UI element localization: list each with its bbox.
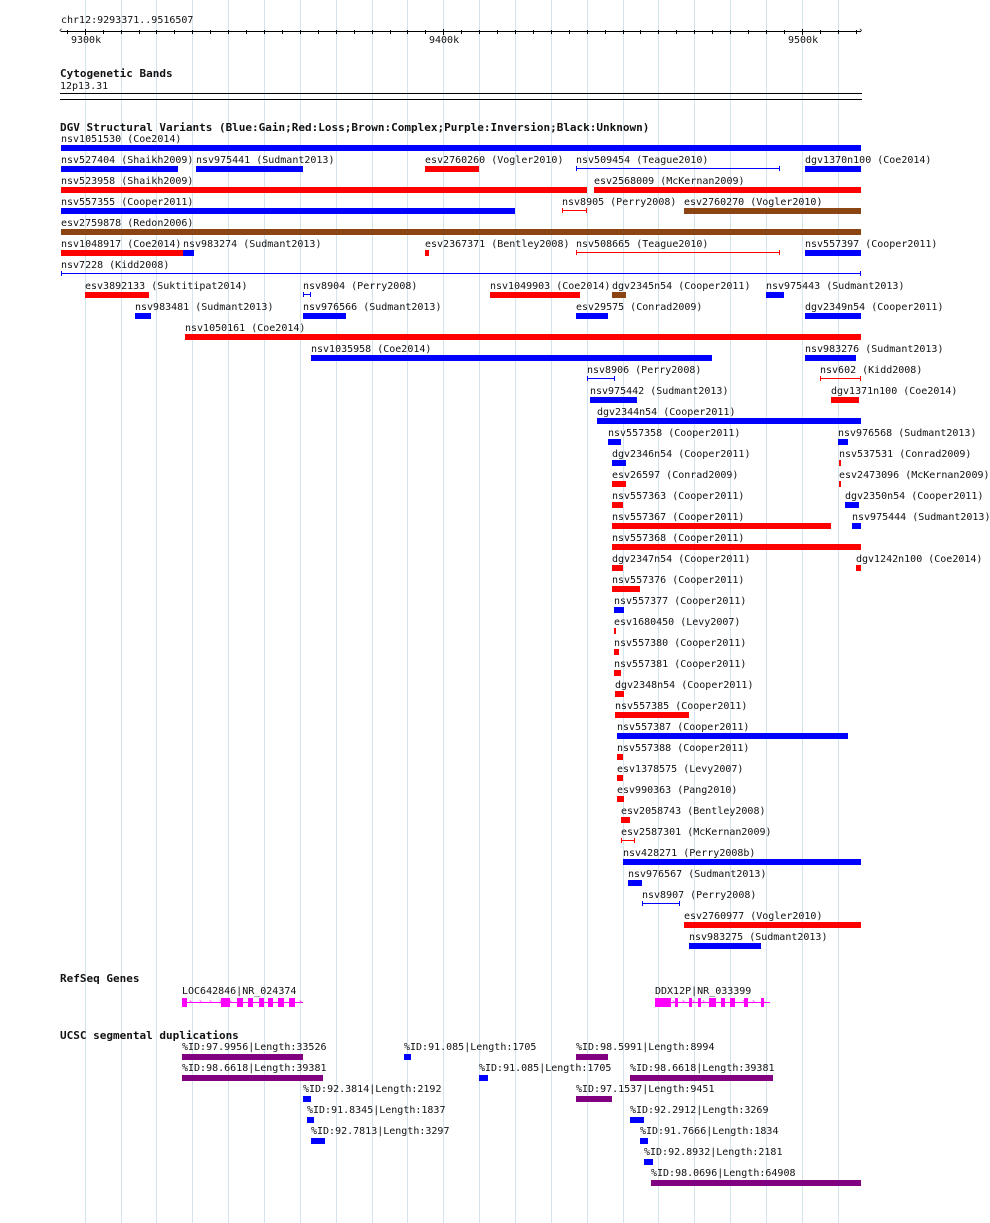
variant-label[interactable]: nsv557397 (Cooper2011) [805, 239, 938, 250]
variant-label[interactable]: nsv976568 (Sudmant2013) [838, 428, 977, 439]
variant-line-end-cap [860, 376, 861, 381]
gridline [479, 0, 480, 1223]
variant-line-start-cap [642, 901, 643, 906]
variant-bar[interactable] [608, 439, 621, 445]
ruler-minor-tick [551, 30, 552, 34]
variant-label[interactable]: nsv983481 (Sudmant2013) [135, 302, 274, 313]
segdup-bar[interactable] [630, 1075, 773, 1081]
variant-label[interactable]: esv2568009 (McKernan2009) [594, 176, 745, 187]
ruler-minor-tick [640, 30, 641, 34]
ruler-minor-tick [264, 30, 265, 34]
ruler-minor-tick [210, 30, 211, 34]
variant-label[interactable]: nsv976567 (Sudmant2013) [628, 869, 767, 880]
variant-label[interactable]: esv3892133 (Suktitipat2014) [85, 281, 248, 292]
variant-bar[interactable] [615, 712, 689, 718]
ruler-tick-label: 9300k [71, 35, 102, 46]
variant-bar[interactable] [684, 208, 861, 214]
segdup-bar[interactable] [576, 1054, 608, 1060]
ruler-minor-tick [730, 30, 731, 34]
variant-bar[interactable] [61, 187, 587, 193]
variant-line-end-cap [860, 271, 861, 276]
ruler-minor-tick [425, 30, 426, 34]
ruler-minor-tick [856, 30, 857, 34]
segdup-label[interactable]: %ID:91.085|Length:1705 [479, 1063, 612, 1074]
strand-arrow-icon: › [681, 997, 686, 1006]
ruler-minor-tick [676, 30, 677, 34]
variant-bar[interactable] [617, 796, 624, 802]
variant-label[interactable]: esv1680450 (Levy2007) [614, 617, 741, 628]
ruler-minor-tick [67, 30, 68, 34]
variant-label[interactable]: dgv1370n100 (Coe2014) [805, 155, 932, 166]
dgv-track-title[interactable]: DGV Structural Variants (Blue:Gain;Red:Loss;Brown:Complex;Purple:Inversion;Black:Unknown) [60, 121, 650, 134]
segdup-bar[interactable] [307, 1117, 314, 1123]
variant-bar[interactable] [838, 439, 848, 445]
cytoband-top-border [60, 93, 862, 94]
variant-line-start-cap [61, 271, 62, 276]
variant-label[interactable]: nsv8904 (Perry2008) [303, 281, 418, 292]
segdup-label[interactable]: %ID:91.7666|Length:1834 [640, 1126, 779, 1137]
strand-arrow-icon: › [691, 997, 696, 1006]
variant-bar[interactable] [612, 481, 626, 487]
variant-label[interactable]: nsv1049903 (Coe2014) [490, 281, 611, 292]
ruler-minor-tick [336, 30, 337, 34]
gene-label[interactable]: LOC642846|NR_024374 [182, 986, 297, 997]
variant-label[interactable]: nsv7228 (Kidd2008) [61, 260, 170, 271]
strand-arrow-icon: › [228, 997, 233, 1006]
variant-bar[interactable] [61, 166, 178, 172]
variant-bar[interactable] [617, 775, 623, 781]
variant-label[interactable]: dgv2345n54 (Cooper2011) [612, 281, 751, 292]
variant-line-end-cap [310, 292, 311, 297]
variant-bar[interactable] [831, 397, 859, 403]
ruler-minor-tick [497, 30, 498, 34]
variant-bar[interactable] [805, 250, 861, 256]
variant-label[interactable]: dgv1371n100 (Coe2014) [831, 386, 958, 397]
variant-label[interactable]: esv2760270 (Vogler2010) [684, 197, 823, 208]
variant-label[interactable]: nsv557358 (Cooper2011) [608, 428, 741, 439]
gridline [264, 0, 265, 1223]
variant-line-start-cap [820, 376, 821, 381]
variant-bar[interactable] [766, 292, 784, 298]
variant-bar[interactable] [61, 250, 183, 256]
ruler-minor-tick [533, 30, 534, 34]
gridline [551, 0, 552, 1223]
variant-line-start-cap [303, 292, 304, 297]
variant-label[interactable]: nsv557388 (Cooper2011) [617, 743, 750, 754]
gridline [838, 0, 839, 1223]
strand-arrow-icon: › [248, 997, 253, 1006]
ruler-minor-tick [587, 30, 588, 34]
ruler-minor-tick [103, 30, 104, 34]
variant-label[interactable]: nsv8907 (Perry2008) [642, 890, 757, 901]
variant-label[interactable]: nsv527404 (Shaikh2009) [61, 155, 194, 166]
location-label: chr12:9293371..9516507 [61, 15, 194, 26]
ruler-minor-tick [838, 30, 839, 34]
variant-bar[interactable] [839, 460, 841, 466]
variant-bar[interactable] [805, 355, 856, 361]
ruler-minor-tick [246, 30, 247, 34]
variant-bar[interactable] [85, 292, 149, 298]
variant-line[interactable] [61, 273, 861, 274]
gridline [336, 0, 337, 1223]
variant-label[interactable]: nsv428271 (Perry2008b) [623, 848, 756, 859]
variant-bar[interactable] [614, 670, 621, 676]
variant-label[interactable]: nsv8905 (Perry2008) [562, 197, 677, 208]
segdup-bar[interactable] [479, 1075, 488, 1081]
strand-arrow-icon: › [751, 997, 756, 1006]
ruler-minor-tick [390, 30, 391, 34]
gridline [587, 0, 588, 1223]
gridline [802, 0, 803, 1223]
variant-line-start-cap [562, 208, 563, 213]
variant-label[interactable]: nsv509454 (Teague2010) [576, 155, 709, 166]
strand-arrow-icon: › [208, 997, 213, 1006]
variant-label[interactable]: dgv2346n54 (Cooper2011) [612, 449, 751, 460]
variant-bar[interactable] [590, 397, 637, 403]
cytoband-label: 12p13.31 [60, 81, 109, 92]
variant-line-end-cap [679, 901, 680, 906]
variant-line[interactable] [587, 378, 615, 379]
segdup-bar[interactable] [303, 1096, 311, 1102]
segdup-label[interactable]: %ID:91.8345|Length:1837 [307, 1105, 446, 1116]
variant-label[interactable]: esv2473096 (McKernan2009) [839, 470, 990, 481]
variant-label[interactable]: nsv1035958 (Coe2014) [311, 344, 432, 355]
variant-label[interactable]: nsv976566 (Sudmant2013) [303, 302, 442, 313]
segdup-label[interactable]: %ID:98.6618|Length:39381 [630, 1063, 775, 1074]
segdup-label[interactable]: %ID:92.3814|Length:2192 [303, 1084, 442, 1095]
segdup-label[interactable]: %ID:97.9956|Length:33526 [182, 1042, 327, 1053]
variant-bar[interactable] [183, 250, 194, 256]
segdup-bar[interactable] [651, 1180, 861, 1186]
variant-bar[interactable] [684, 922, 861, 928]
variant-label[interactable]: esv2058743 (Bentley2008) [621, 806, 766, 817]
variant-bar[interactable] [303, 313, 346, 319]
variant-label[interactable]: nsv557376 (Cooper2011) [612, 575, 745, 586]
ruler-minor-tick [461, 30, 462, 34]
variant-bar[interactable] [614, 649, 619, 655]
variant-label[interactable]: nsv508665 (Teague2010) [576, 239, 709, 250]
segdup-bar[interactable] [311, 1138, 325, 1144]
variant-bar[interactable] [621, 817, 630, 823]
variant-label[interactable]: nsv1051530 (Coe2014) [61, 134, 182, 145]
variant-line-end-cap [634, 838, 635, 843]
variant-bar[interactable] [612, 523, 831, 529]
strand-arrow-icon: › [258, 997, 263, 1006]
variant-label[interactable]: nsv1048917 (Coe2014) [61, 239, 182, 250]
variant-bar[interactable] [185, 334, 861, 340]
gene-label[interactable]: DDX12P|NR_033399 [655, 986, 752, 997]
variant-line-end-cap [614, 376, 615, 381]
variant-bar[interactable] [852, 523, 861, 529]
variant-line[interactable] [576, 168, 780, 169]
gene-exon[interactable] [182, 998, 187, 1007]
variant-label[interactable]: dgv2347n54 (Cooper2011) [612, 554, 751, 565]
variant-line[interactable] [576, 252, 780, 253]
variant-label[interactable]: nsv557368 (Cooper2011) [612, 533, 745, 544]
ruler-minor-tick [694, 30, 695, 34]
variant-bar[interactable] [594, 187, 861, 193]
variant-label[interactable]: esv2760977 (Vogler2010) [684, 911, 823, 922]
variant-bar[interactable] [576, 313, 608, 319]
variant-label[interactable]: nsv557363 (Cooper2011) [612, 491, 745, 502]
segdup-bar[interactable] [576, 1096, 612, 1102]
variant-bar[interactable] [628, 880, 642, 886]
strand-arrow-icon: › [721, 997, 726, 1006]
variant-bar[interactable] [845, 502, 859, 508]
variant-label[interactable]: esv990363 (Pang2010) [617, 785, 738, 796]
strand-arrow-icon: › [761, 997, 766, 1006]
ruler-minor-tick [228, 30, 229, 34]
strand-arrow-icon: › [218, 997, 223, 1006]
gridline [372, 0, 373, 1223]
variant-label[interactable]: dgv2348n54 (Cooper2011) [615, 680, 754, 691]
ruler-minor-tick [407, 30, 408, 34]
ruler-minor-tick [820, 30, 821, 34]
variant-label[interactable]: esv2367371 (Bentley2008) [425, 239, 570, 250]
variant-label[interactable]: nsv975444 (Sudmant2013) [852, 512, 990, 523]
variant-line[interactable] [642, 903, 680, 904]
ruler-minor-tick [282, 30, 283, 34]
gridline [407, 0, 408, 1223]
variant-bar[interactable] [425, 250, 429, 256]
variant-label[interactable]: nsv975443 (Sudmant2013) [766, 281, 905, 292]
variant-bar[interactable] [856, 565, 861, 571]
variant-bar[interactable] [623, 859, 861, 865]
ruler-tick-label: 9500k [788, 35, 819, 46]
ruler-minor-tick [156, 30, 157, 34]
cytoband-track-title[interactable]: Cytogenetic Bands [60, 67, 173, 80]
variant-label[interactable]: esv2587301 (McKernan2009) [621, 827, 772, 838]
ruler-minor-tick [784, 30, 785, 34]
segdup-bar[interactable] [630, 1117, 644, 1123]
strand-arrow-icon: › [661, 997, 666, 1006]
variant-bar[interactable] [612, 460, 626, 466]
ruler-minor-tick [121, 30, 122, 34]
strand-arrow-icon: › [278, 997, 283, 1006]
variant-label[interactable]: nsv557367 (Cooper2011) [612, 512, 745, 523]
ruler-minor-tick [605, 30, 606, 34]
variant-label[interactable]: nsv8906 (Perry2008) [587, 365, 702, 376]
variant-bar[interactable] [612, 586, 640, 592]
strand-arrow-icon: › [288, 997, 293, 1006]
variant-label[interactable]: nsv557380 (Cooper2011) [614, 638, 747, 649]
variant-label[interactable]: nsv537531 (Conrad2009) [839, 449, 972, 460]
variant-label[interactable]: nsv557387 (Cooper2011) [617, 722, 750, 733]
strand-arrow-icon: › [711, 997, 716, 1006]
variant-bar[interactable] [311, 355, 712, 361]
segdup-label[interactable]: %ID:98.5991|Length:8994 [576, 1042, 715, 1053]
scroll-right-icon[interactable]: › [858, 26, 864, 36]
variant-bar[interactable] [839, 481, 841, 487]
variant-line-end-cap [586, 208, 587, 213]
ruler-minor-tick [174, 30, 175, 34]
variant-label[interactable]: nsv1050161 (Coe2014) [185, 323, 306, 334]
segdup-label[interactable]: %ID:98.6618|Length:39381 [182, 1063, 327, 1074]
ruler-minor-tick [372, 30, 373, 34]
ruler-minor-tick [712, 30, 713, 34]
variant-bar[interactable] [61, 145, 861, 151]
variant-bar[interactable] [61, 229, 861, 235]
variant-line-start-cap [621, 838, 622, 843]
variant-label[interactable]: nsv975442 (Sudmant2013) [590, 386, 729, 397]
variant-label[interactable]: esv29575 (Conrad2009) [576, 302, 703, 313]
gridline [300, 0, 301, 1223]
variant-bar[interactable] [689, 943, 761, 949]
segdup-bar[interactable] [404, 1054, 411, 1060]
variant-line-start-cap [587, 376, 588, 381]
strand-arrow-icon: › [671, 997, 676, 1006]
segdup-label[interactable]: %ID:91.085|Length:1705 [404, 1042, 537, 1053]
segdup-label[interactable]: %ID:92.7813|Length:3297 [311, 1126, 450, 1137]
segdup-bar[interactable] [182, 1054, 303, 1060]
ruler-minor-tick [623, 30, 624, 34]
variant-label[interactable]: esv1378575 (Levy2007) [617, 764, 744, 775]
variant-bar[interactable] [612, 565, 623, 571]
ruler-minor-tick [515, 30, 516, 34]
ruler-minor-tick [748, 30, 749, 34]
segdup-bar[interactable] [182, 1075, 323, 1081]
ruler-minor-tick [139, 30, 140, 34]
variant-bar[interactable] [805, 313, 861, 319]
strand-arrow-icon: › [731, 997, 736, 1006]
variant-bar[interactable] [614, 607, 624, 613]
segdup-label[interactable]: %ID:98.0696|Length:64908 [651, 1168, 796, 1179]
variant-label[interactable]: nsv557381 (Cooper2011) [614, 659, 747, 670]
variant-bar[interactable] [135, 313, 151, 319]
variant-bar[interactable] [617, 754, 623, 760]
strand-arrow-icon: › [701, 997, 706, 1006]
variant-bar[interactable] [612, 292, 626, 298]
refseq-track-title[interactable]: RefSeq Genes [60, 972, 140, 985]
variant-label[interactable]: dgv2350n54 (Cooper2011) [845, 491, 984, 502]
segdup-bar[interactable] [644, 1159, 653, 1165]
scroll-left-icon[interactable]: ‹ [58, 26, 64, 36]
variant-line[interactable] [820, 378, 861, 379]
variant-line-start-cap [576, 250, 577, 255]
variant-bar[interactable] [612, 502, 623, 508]
ruler-minor-tick [766, 30, 767, 34]
variant-label[interactable]: nsv602 (Kidd2008) [820, 365, 923, 376]
ruler-minor-tick [318, 30, 319, 34]
cytoband-bottom-border [60, 99, 862, 100]
strand-arrow-icon: › [268, 997, 273, 1006]
variant-label[interactable]: nsv557355 (Cooper2011) [61, 197, 194, 208]
variant-line[interactable] [621, 840, 635, 841]
variant-line-end-cap [779, 166, 780, 171]
variant-bar[interactable] [425, 166, 479, 172]
strand-arrow-icon: › [238, 997, 243, 1006]
segdup-bar[interactable] [640, 1138, 648, 1144]
variant-bar[interactable] [805, 166, 861, 172]
strand-arrow-icon: › [741, 997, 746, 1006]
segdup-label[interactable]: %ID:92.2912|Length:3269 [630, 1105, 769, 1116]
variant-label[interactable]: nsv557377 (Cooper2011) [614, 596, 747, 607]
variant-label[interactable]: esv2760260 (Vogler2010) [425, 155, 564, 166]
variant-bar[interactable] [196, 166, 303, 172]
variant-label[interactable]: dgv1242n100 (Coe2014) [856, 554, 983, 565]
ruler-tick-label: 9400k [429, 35, 460, 46]
variant-bar[interactable] [615, 691, 624, 697]
segdup-track-title[interactable]: UCSC segmental duplications [60, 1029, 239, 1042]
ruler-minor-tick [300, 30, 301, 34]
variant-label[interactable]: dgv2349n54 (Cooper2011) [805, 302, 944, 313]
ruler-minor-tick [658, 30, 659, 34]
variant-bar[interactable] [614, 628, 616, 634]
variant-bar[interactable] [617, 733, 848, 739]
segdup-label[interactable]: %ID:97.1537|Length:9451 [576, 1084, 715, 1095]
variant-label[interactable]: nsv983276 (Sudmant2013) [805, 344, 944, 355]
gridline [515, 0, 516, 1223]
variant-bar[interactable] [597, 418, 861, 424]
variant-label[interactable]: esv2759878 (Redon2006) [61, 218, 194, 229]
variant-label[interactable]: dgv2344n54 (Cooper2011) [597, 407, 736, 418]
strand-arrow-icon: › [198, 997, 203, 1006]
gridline [766, 0, 767, 1223]
segdup-label[interactable]: %ID:92.8932|Length:2181 [644, 1147, 783, 1158]
variant-line-start-cap [576, 166, 577, 171]
variant-bar[interactable] [61, 208, 515, 214]
variant-label[interactable]: nsv523958 (Shaikh2009) [61, 176, 194, 187]
strand-arrow-icon: › [188, 997, 193, 1006]
gridline [443, 0, 444, 1223]
variant-line[interactable] [562, 210, 587, 211]
ruler-minor-tick [192, 30, 193, 34]
strand-arrow-icon: › [298, 997, 303, 1006]
variant-bar[interactable] [612, 544, 861, 550]
variant-bar[interactable] [490, 292, 580, 298]
variant-label[interactable]: nsv557385 (Cooper2011) [615, 701, 748, 712]
ruler-minor-tick [479, 30, 480, 34]
variant-label[interactable]: nsv983274 (Sudmant2013) [183, 239, 322, 250]
variant-label[interactable]: nsv983275 (Sudmant2013) [689, 932, 828, 943]
ruler-minor-tick [354, 30, 355, 34]
variant-label[interactable]: esv26597 (Conrad2009) [612, 470, 739, 481]
variant-label[interactable]: nsv975441 (Sudmant2013) [196, 155, 335, 166]
ruler-minor-tick [569, 30, 570, 34]
variant-line-end-cap [779, 250, 780, 255]
